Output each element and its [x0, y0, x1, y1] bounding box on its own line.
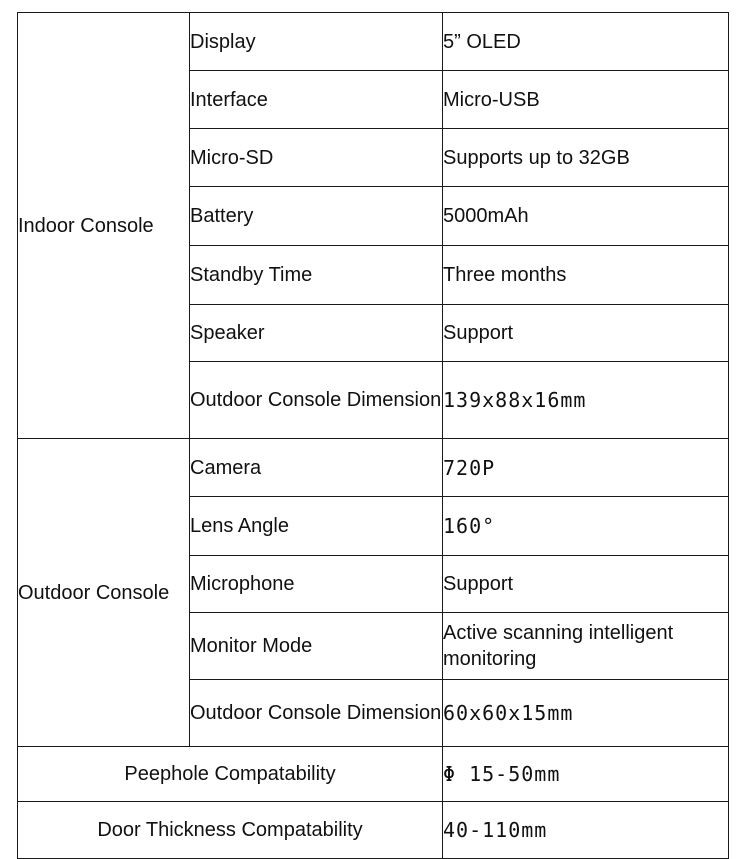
row-value: 139x88x16mm — [443, 362, 729, 439]
spec-table — [17, 12, 729, 859]
row-value: Micro-USB — [443, 71, 729, 129]
row-label: Standby Time — [190, 246, 443, 305]
row-value-peephole: Φ 15-50mm — [443, 747, 729, 802]
row-value: Support — [443, 305, 729, 362]
row-label: Lens Angle — [190, 497, 443, 556]
group-label-outdoor: Outdoor Console — [18, 439, 190, 747]
row-value: Supports up to 32GB — [443, 129, 729, 187]
table-row — [18, 747, 729, 802]
row-label: Interface — [190, 71, 443, 129]
row-value: Support — [443, 556, 729, 613]
row-label: Battery — [190, 187, 443, 246]
row-value: 160° — [443, 497, 729, 556]
group-label-indoor: Indoor Console — [18, 13, 190, 439]
row-label: Speaker — [190, 305, 443, 362]
row-label: Display — [190, 13, 443, 71]
row-label: Micro-SD — [190, 129, 443, 187]
row-value: 5000mAh — [443, 187, 729, 246]
row-value: 5” OLED — [443, 13, 729, 71]
row-label: Outdoor Console Dimension — [190, 362, 443, 439]
row-label: Outdoor Console Dimension — [190, 680, 443, 747]
row-value: 60x60x15mm — [443, 680, 729, 747]
row-value-door-thickness: 40-110mm — [443, 802, 729, 859]
table-row — [18, 13, 729, 71]
row-label: Monitor Mode — [190, 613, 443, 680]
row-value: Active scanning intelligent monitoring — [443, 613, 729, 680]
row-label-peephole: Peephole Compatability — [18, 747, 443, 802]
row-value: Three months — [443, 246, 729, 305]
row-label-door-thickness: Door Thickness Compatability — [18, 802, 443, 859]
row-label: Microphone — [190, 556, 443, 613]
table-row — [18, 802, 729, 859]
row-label: Camera — [190, 439, 443, 497]
row-value: 720P — [443, 439, 729, 497]
table-row — [18, 439, 729, 497]
